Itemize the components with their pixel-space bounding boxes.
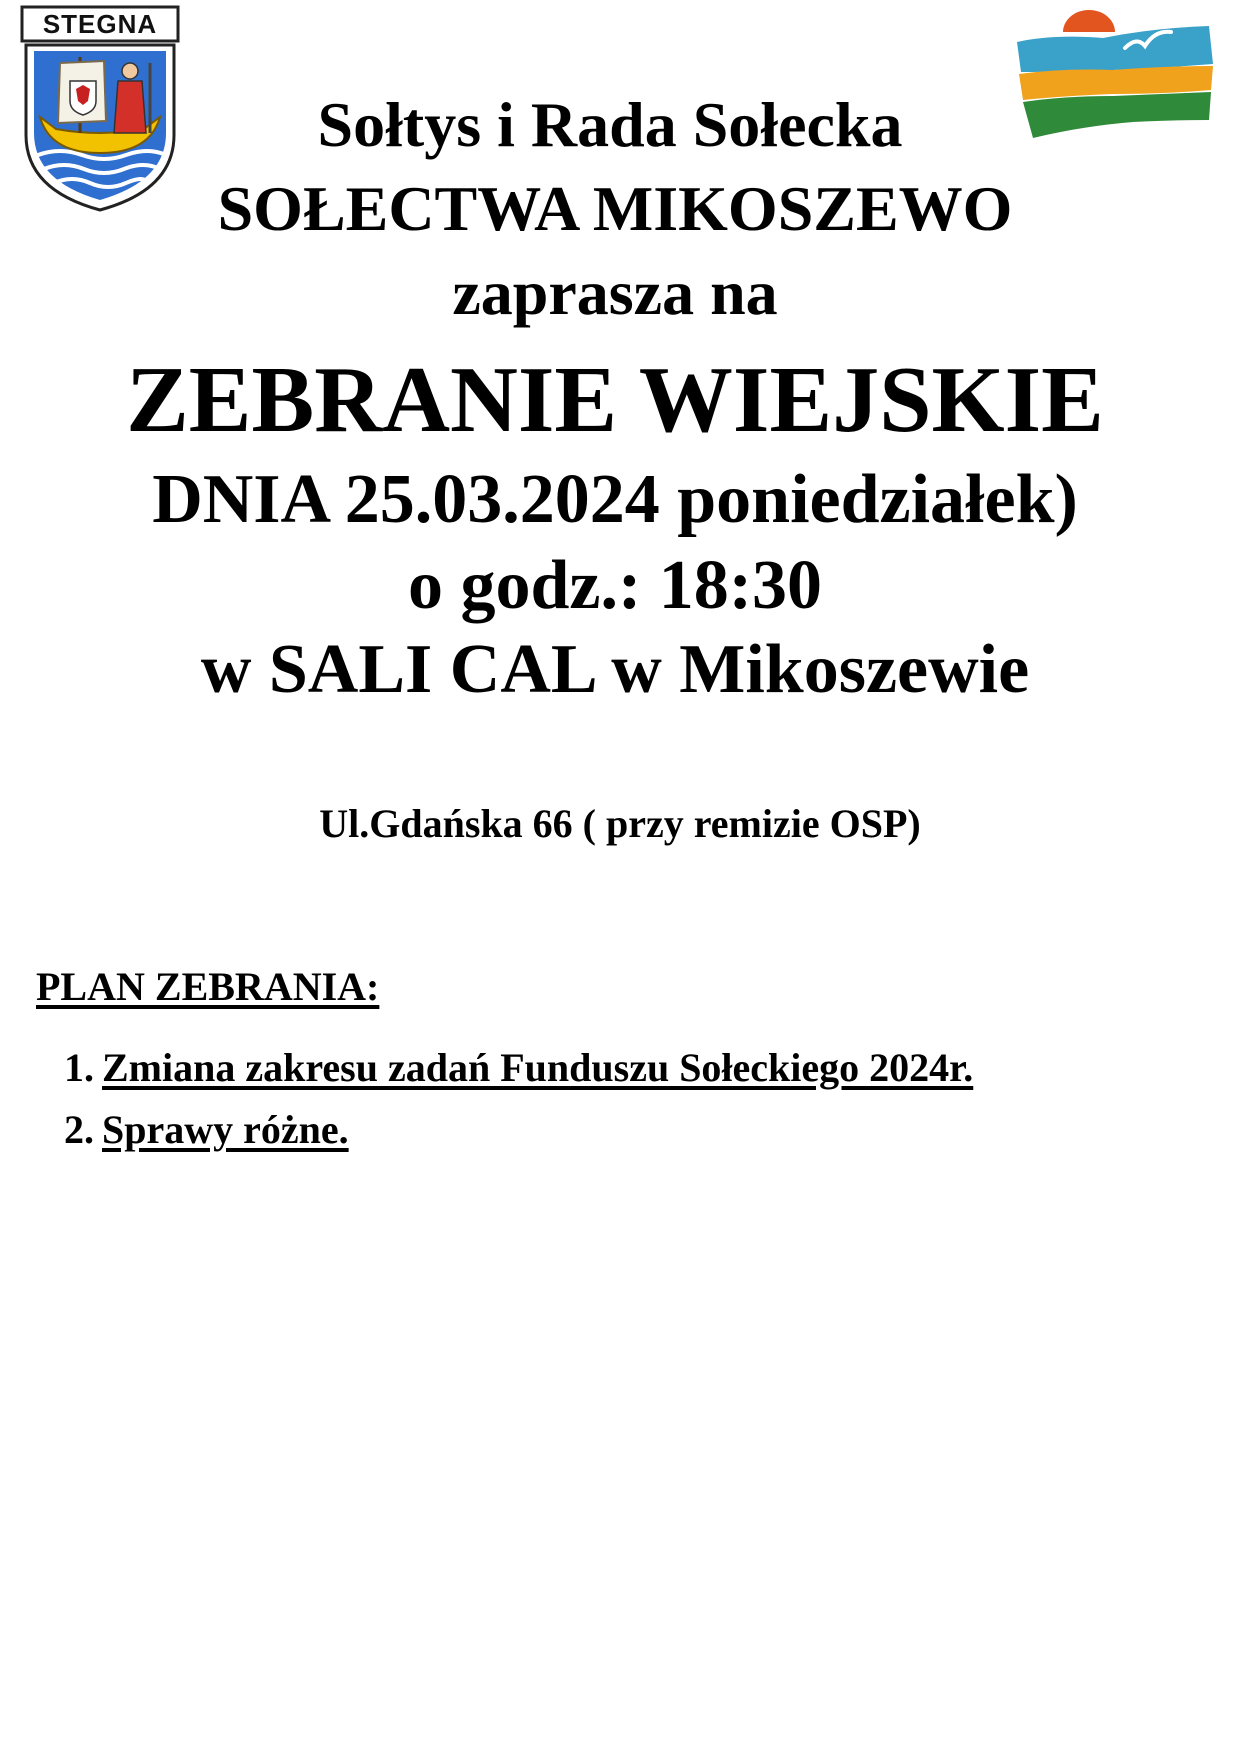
- event-place: w SALI CAL w Mikoszewie: [200, 631, 1030, 708]
- agenda-item-text: Zmiana zakresu zadań Funduszu Sołeckiego 2024r.: [102, 1045, 974, 1090]
- organizer-line: Sołtys i Rada Sołecka: [317, 89, 903, 160]
- agenda-item: [64, 1106, 1214, 1168]
- crest-label: STEGNA: [42, 8, 158, 39]
- agenda-item-text: Sprawy różne.: [102, 1107, 349, 1152]
- event-date: DNIA 25.03.2024 poniedziałek): [152, 461, 1078, 538]
- event-address: Ul.Gdańska 66 ( przy remizie OSP): [319, 801, 921, 846]
- organizer-unit-line: SOŁECTWA MIKOSZEWO: [217, 173, 1013, 244]
- event-title: ZEBRANIE WIEJSKIE: [126, 348, 1104, 452]
- agenda-item-number: 2.: [64, 1107, 94, 1152]
- invite-line: zaprasza na: [452, 257, 778, 328]
- agenda-item-number: 1.: [64, 1045, 94, 1090]
- event-time: o godz.: 18:30: [407, 547, 823, 624]
- plan-title: PLAN ZEBRANIA:: [36, 964, 380, 1009]
- agenda-list: [64, 1044, 1214, 1168]
- agenda-item: [64, 1044, 1214, 1106]
